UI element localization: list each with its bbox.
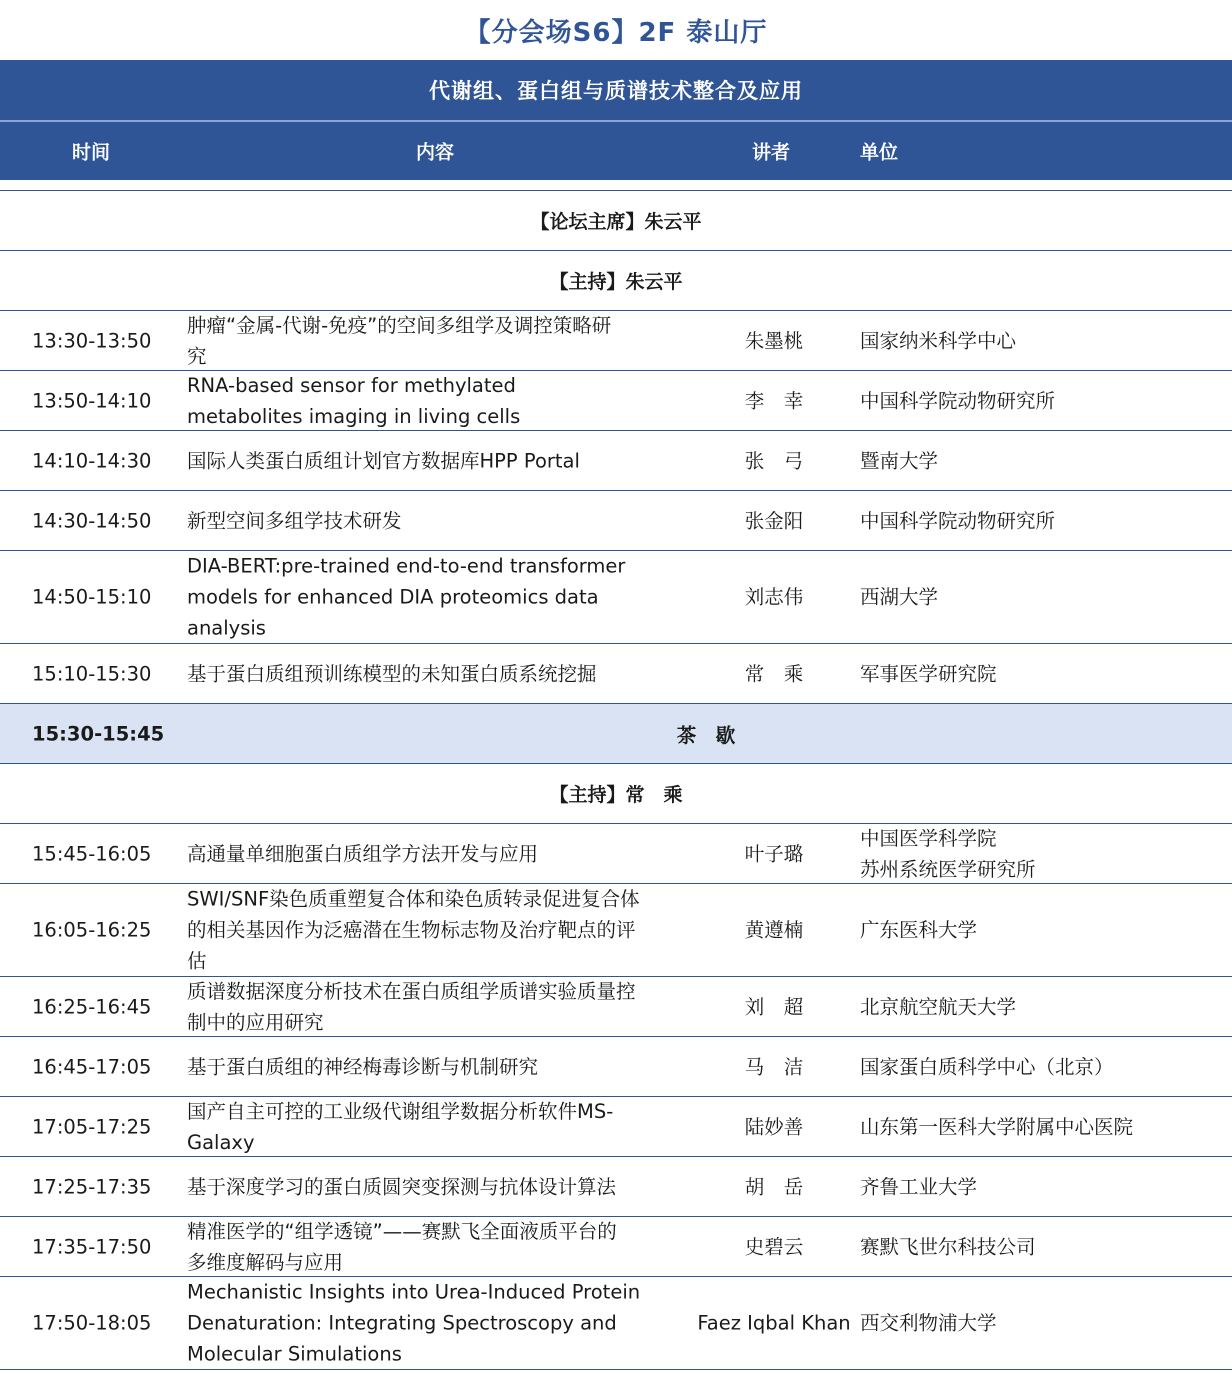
column-header-time: 时间 [72,141,111,164]
talk-unit [860,823,1220,885]
talk-topic-line: 多维度解码与应用 [187,1250,344,1274]
column-header-topic: 内容 [416,141,455,164]
talk-speaker: 马 洁 [744,1055,804,1078]
talk-topic [187,838,677,869]
talk-row [0,371,1232,431]
talk-time: 14:30-14:50 [32,509,152,532]
talk-topic-line: Denaturation: Integrating Spectroscopy and [187,1311,617,1335]
talk-list-1 [0,311,1232,704]
talk-row [0,551,1232,644]
talk-unit [860,325,1220,356]
talk-topic-line: metabolites imaging in living cells [187,404,521,428]
session-title: 代谢组、蛋白组与质谱技术整合及应用 [429,79,803,103]
talk-row [0,491,1232,551]
column-header-unit: 单位 [860,141,899,164]
talk-topic-line: 制中的应用研究 [187,1010,324,1034]
talk-speaker: 张 弓 [744,449,804,472]
column-header-row [0,122,1232,180]
talk-time: 13:50-14:10 [32,389,152,412]
header-gap [0,180,1232,191]
talk-row [0,1037,1232,1097]
talk-topic-line: DIA-BERT:pre-trained end-to-end transformer [187,554,626,578]
talk-speaker: 胡 岳 [744,1175,804,1198]
talk-time: 16:05-16:25 [32,918,152,942]
talk-topic [187,884,677,977]
host-row-1: 【主持】朱云平 [0,251,1232,311]
talk-topic [187,1171,677,1202]
talk-topic [187,658,677,689]
host-row-2: 【主持】常 乘 [0,764,1232,824]
talk-unit-line: 西湖大学 [860,585,939,609]
talk-time: 16:25-16:45 [32,995,152,1018]
talk-unit-line: 山东第一医科大学附属中心医院 [860,1115,1134,1138]
talk-unit [860,582,1220,613]
break-label: 茶 歇 [676,723,736,747]
talk-unit-line: 北京航空航天大学 [860,995,1017,1018]
talk-topic-line: analysis [187,616,266,640]
talk-time: 13:30-13:50 [32,329,152,352]
talk-topic [187,505,677,536]
talk-topic [187,1096,677,1158]
talk-topic [187,370,677,432]
talk-speaker: 张金阳 [744,509,804,532]
talk-topic-line: 究 [187,344,207,368]
talk-topic [187,310,677,372]
talk-row [0,431,1232,491]
talk-unit [860,915,1220,946]
talk-row [0,1157,1232,1217]
talk-speaker: 史碧云 [744,1235,804,1258]
talk-unit-line: 赛默飞世尔科技公司 [860,1235,1036,1258]
talk-speaker: 叶子璐 [744,842,804,865]
talk-unit-line: 广东医科大学 [860,918,978,942]
talk-unit [860,445,1220,476]
talk-unit-line: 西交利物浦大学 [860,1311,997,1335]
talk-unit [860,1231,1220,1262]
talk-topic-line: 国际人类蛋白质组计划官方数据库HPP Portal [187,449,580,472]
talk-unit [860,991,1220,1022]
talk-speaker: 刘志伟 [744,585,804,609]
talk-unit [860,1171,1220,1202]
talk-unit [860,1051,1220,1082]
talk-row [0,1097,1232,1157]
talk-topic-line: 质谱数据深度分析技术在蛋白质组学质谱实验质量控 [187,979,636,1003]
talk-topic-line: RNA-based sensor for methylated [187,373,516,397]
talk-topic-line: 肿瘤“金属-代谢-免疫”的空间多组学及调控策略研 [187,313,612,337]
forum-chair-row: 【论坛主席】朱云平 [0,191,1232,251]
talk-unit-line: 中国科学院动物研究所 [860,509,1056,532]
page-title: 【分会场S6】2F 泰山厅 [464,17,768,48]
talk-topic-line: 新型空间多组学技术研发 [187,509,402,532]
talk-time: 17:50-18:05 [32,1311,152,1335]
talk-row [0,824,1232,884]
talk-list-2 [0,824,1232,1370]
talk-topic-line: 估 [187,949,207,973]
talk-time: 15:45-16:05 [32,842,152,865]
talk-row [0,884,1232,977]
talk-topic-line: 基于蛋白质组的神经梅毒诊断与机制研究 [187,1055,539,1078]
break-row [0,704,1232,764]
talk-topic [187,1216,677,1278]
column-header-speaker: 讲者 [752,141,791,164]
talk-topic-line: 基于蛋白质组预训练模型的未知蛋白质系统挖掘 [187,662,597,685]
talk-unit [860,658,1220,689]
talk-unit [860,1308,1220,1339]
talk-row [0,1217,1232,1277]
talk-unit [860,505,1220,536]
talk-unit-line: 苏州系统医学研究所 [860,857,1036,881]
talk-row [0,977,1232,1037]
talk-time: 17:05-17:25 [32,1115,152,1138]
talk-row [0,644,1232,704]
talk-unit-line: 国家纳米科学中心 [860,329,1017,352]
talk-speaker: 常 乘 [744,662,804,685]
talk-speaker: 刘 超 [744,995,804,1018]
talk-unit-line: 中国科学院动物研究所 [860,389,1056,412]
talk-topic-line: 精准医学的“组学透镜”——赛默飞全面液质平台的 [187,1219,617,1243]
talk-topic-line: Mechanistic Insights into Urea-Induced Protein [187,1280,641,1304]
talk-row [0,311,1232,371]
talk-topic-line: SWI/SNF染色质重塑复合体和染色质转录促进复合体 [187,887,640,911]
talk-unit [860,385,1220,416]
talk-time: 17:35-17:50 [32,1235,152,1258]
talk-speaker: 朱墨桃 [744,329,804,352]
talk-unit-line: 暨南大学 [860,449,939,472]
talk-speaker: Faez Iqbal Khan [697,1311,851,1335]
talk-topic-line: Molecular Simulations [187,1342,402,1366]
talk-topic-line: 国产自主可控的工业级代谢组学数据分析软件MS- [187,1099,614,1123]
talk-topic-line: 基于深度学习的蛋白质圆突变探测与抗体设计算法 [187,1175,617,1198]
talk-unit [860,1111,1220,1142]
talk-time: 14:10-14:30 [32,449,152,472]
break-time: 15:30-15:45 [32,722,165,745]
talk-topic [187,445,677,476]
talk-topic [187,551,677,644]
talk-topic [187,976,677,1038]
talk-time: 15:10-15:30 [32,662,152,685]
talk-topic [187,1051,677,1082]
talk-topic-line: models for enhanced DIA proteomics data [187,585,599,609]
talk-unit-line: 中国医学科学院 [860,826,997,850]
talk-unit-line: 军事医学研究院 [860,662,997,685]
talk-topic-line: Galaxy [187,1130,255,1154]
session-header [0,60,1232,180]
talk-row [0,1277,1232,1370]
talk-speaker: 陆妙善 [744,1115,804,1138]
talk-topic-line: 的相关基因作为泛癌潜在生物标志物及治疗靶点的评 [187,918,636,942]
talk-speaker: 李 幸 [744,389,804,412]
talk-speaker: 黄遵楠 [744,918,804,942]
talk-topic [187,1277,677,1370]
talk-time: 14:50-15:10 [32,585,152,609]
talk-time: 16:45-17:05 [32,1055,152,1078]
talk-time: 17:25-17:35 [32,1175,152,1198]
talk-unit-line: 国家蛋白质科学中心（北京） [860,1055,1114,1078]
talk-unit-line: 齐鲁工业大学 [860,1175,978,1198]
talk-topic-line: 高通量单细胞蛋白质组学方法开发与应用 [187,842,539,865]
